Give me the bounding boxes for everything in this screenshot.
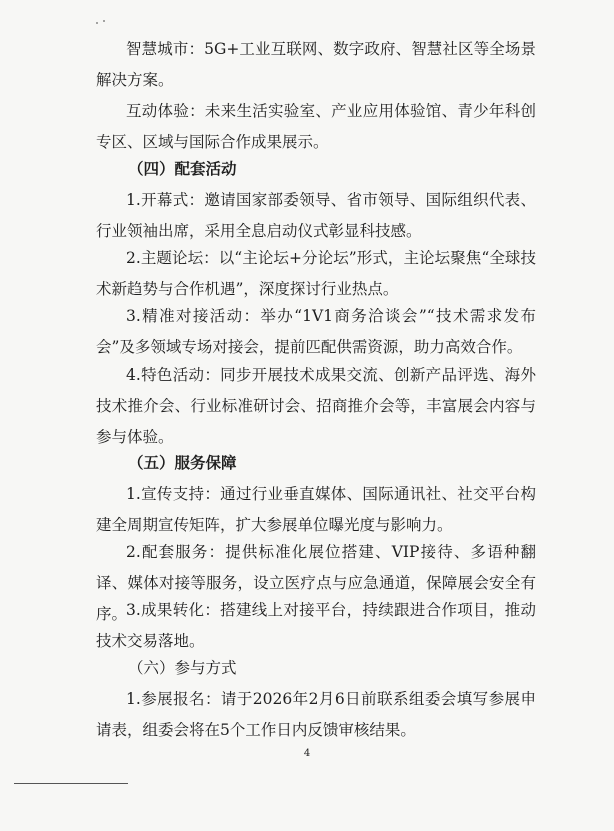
footnote-rule: [14, 783, 128, 784]
item-supporting-services: 2.配套服务：提供标准化展位搭建、VIP接待、多语种翻译、媒体对接等服务，设立医疗点与应急通道，保障展会安全有序。: [96, 543, 536, 623]
paragraph-interactive-experience: 互动体验：未来生活实验室、产业应用体验馆、青少年科创专区、区域与国际合作成果展示。: [96, 102, 536, 151]
item-publicity-support: 1.宣传支持：通过行业垂直媒体、国际通讯社、社交平台构建全周期宣传矩阵，扩大参展单位曝光度与影响力。: [96, 485, 536, 534]
item-special-activities: 4.特色活动：同步开展技术成果交流、创新产品评选、海外技术推介会、行业标准研讨会、招商推介会等，丰富展会内容与参与体验。: [96, 366, 536, 446]
item-theme-forum: 2.主题论坛：以“主论坛+分论坛”形式，主论坛聚焦“全球技术新趋势与合作机遇”，深度探讨行业热点。: [96, 249, 536, 298]
section-heading-service-guarantee: （五）服务保障: [128, 454, 237, 472]
section-heading-supporting-activities: （四）配套活动: [128, 160, 237, 178]
item-matchmaking: 3.精准对接活动：举办“1V1商务洽谈会”“技术需求发布会”及多领域专场对接会，提前匹配供需资源，助力高效合作。: [96, 307, 536, 356]
section-heading-participation: （六）参与方式: [128, 659, 237, 677]
item-opening-ceremony: 1.开幕式：邀请国家部委领导、省市领导、国际组织代表、行业领袖出席，采用全息启动仪式彰显科技感。: [96, 191, 536, 240]
page-number: 4: [303, 748, 311, 759]
item-results-transformation: 3.成果转化：搭建线上对接平台，持续跟进合作项目，推动技术交易落地。: [96, 601, 536, 650]
paragraph-smart-city: 智慧城市：5G+工业互联网、数字政府、智慧社区等全场景解决方案。: [96, 40, 536, 89]
scan-speck: [96, 22, 98, 24]
item-registration: 1.参展报名：请于2026年2月6日前联系组委会填写参展申请表，组委会将在5个工作日内反馈审核结果。: [96, 690, 536, 739]
scan-speck: [103, 20, 105, 22]
